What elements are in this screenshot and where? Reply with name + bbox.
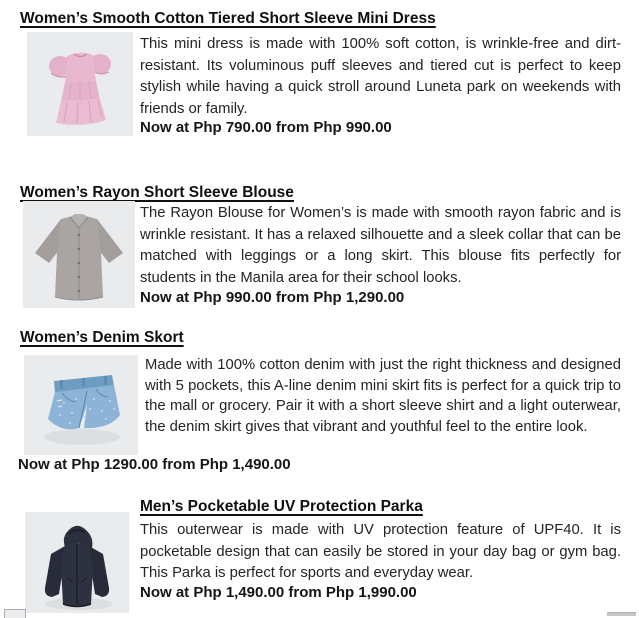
pink-tiered-dress-illustration <box>27 32 133 136</box>
product-title-text: Women’s Smooth Cotton Tiered Short Sleeve Mini Dress <box>20 10 436 27</box>
dress-image <box>27 32 133 136</box>
product-description: This mini dress is made with 100% soft cotton, is wrinkle-free and dirt-resistant. Its voluminous puff sleeves and tiered cut is perfect to keep stylish while having a quick stroll around Luneta park on weekends with friends or family. <box>140 36 621 117</box>
product-title-text: Women’s Denim Skort <box>20 329 184 346</box>
horizontal-scrollbar-fragment <box>607 612 636 616</box>
product-price: Now at Php 990.00 from Php 1,290.00 <box>140 289 405 306</box>
product-description: The Rayon Blouse for Women’s is made with smooth rayon fabric and is wrinkle resistant. It has a relaxed silhouette and a sleek collar that can be matched with leggings or a long skirt. This blouse fits perfectly for students in the Manila area for their school looks. <box>140 205 621 286</box>
skort-image <box>24 355 138 455</box>
product-price: Now at Php 1,490.00 from Php 1,990.00 <box>140 584 417 601</box>
product-description: Made with 100% cotton denim with just the right thickness and designed with 5 pockets, this A-line denim mini skirt fits is perfect for a quick trip to the mall or grocery. Pair it with a short sleeve shirt and a light outerwear, the denim skirt gives that vibrant and youthful feel to the entire look. <box>145 357 621 435</box>
product-description: This outerwear is made with UV protection feature of UPF40. It is pocketable design that can easily be stored in your day bag or gym bag. This Parka is perfect for sports and everyday wear. <box>140 522 621 581</box>
product-title <box>140 498 423 516</box>
gray-blouse-illustration <box>23 201 135 308</box>
next-image-corner-fragment <box>4 609 26 618</box>
product-price: Now at Php 1290.00 from Php 1,490.00 <box>18 456 291 473</box>
product-title-text: Women’s Rayon Short Sleeve Blouse <box>20 184 294 201</box>
product-title-text: Men’s Pocketable UV Protection Parka <box>140 498 423 515</box>
navy-parka-illustration <box>25 512 129 613</box>
product-price: Now at Php 790.00 from Php 990.00 <box>140 119 392 136</box>
product-title <box>20 184 294 202</box>
product-title <box>20 10 436 28</box>
blouse-image <box>23 201 135 308</box>
parka-image <box>25 512 129 613</box>
product-title <box>20 329 184 347</box>
denim-skort-illustration <box>24 355 138 455</box>
